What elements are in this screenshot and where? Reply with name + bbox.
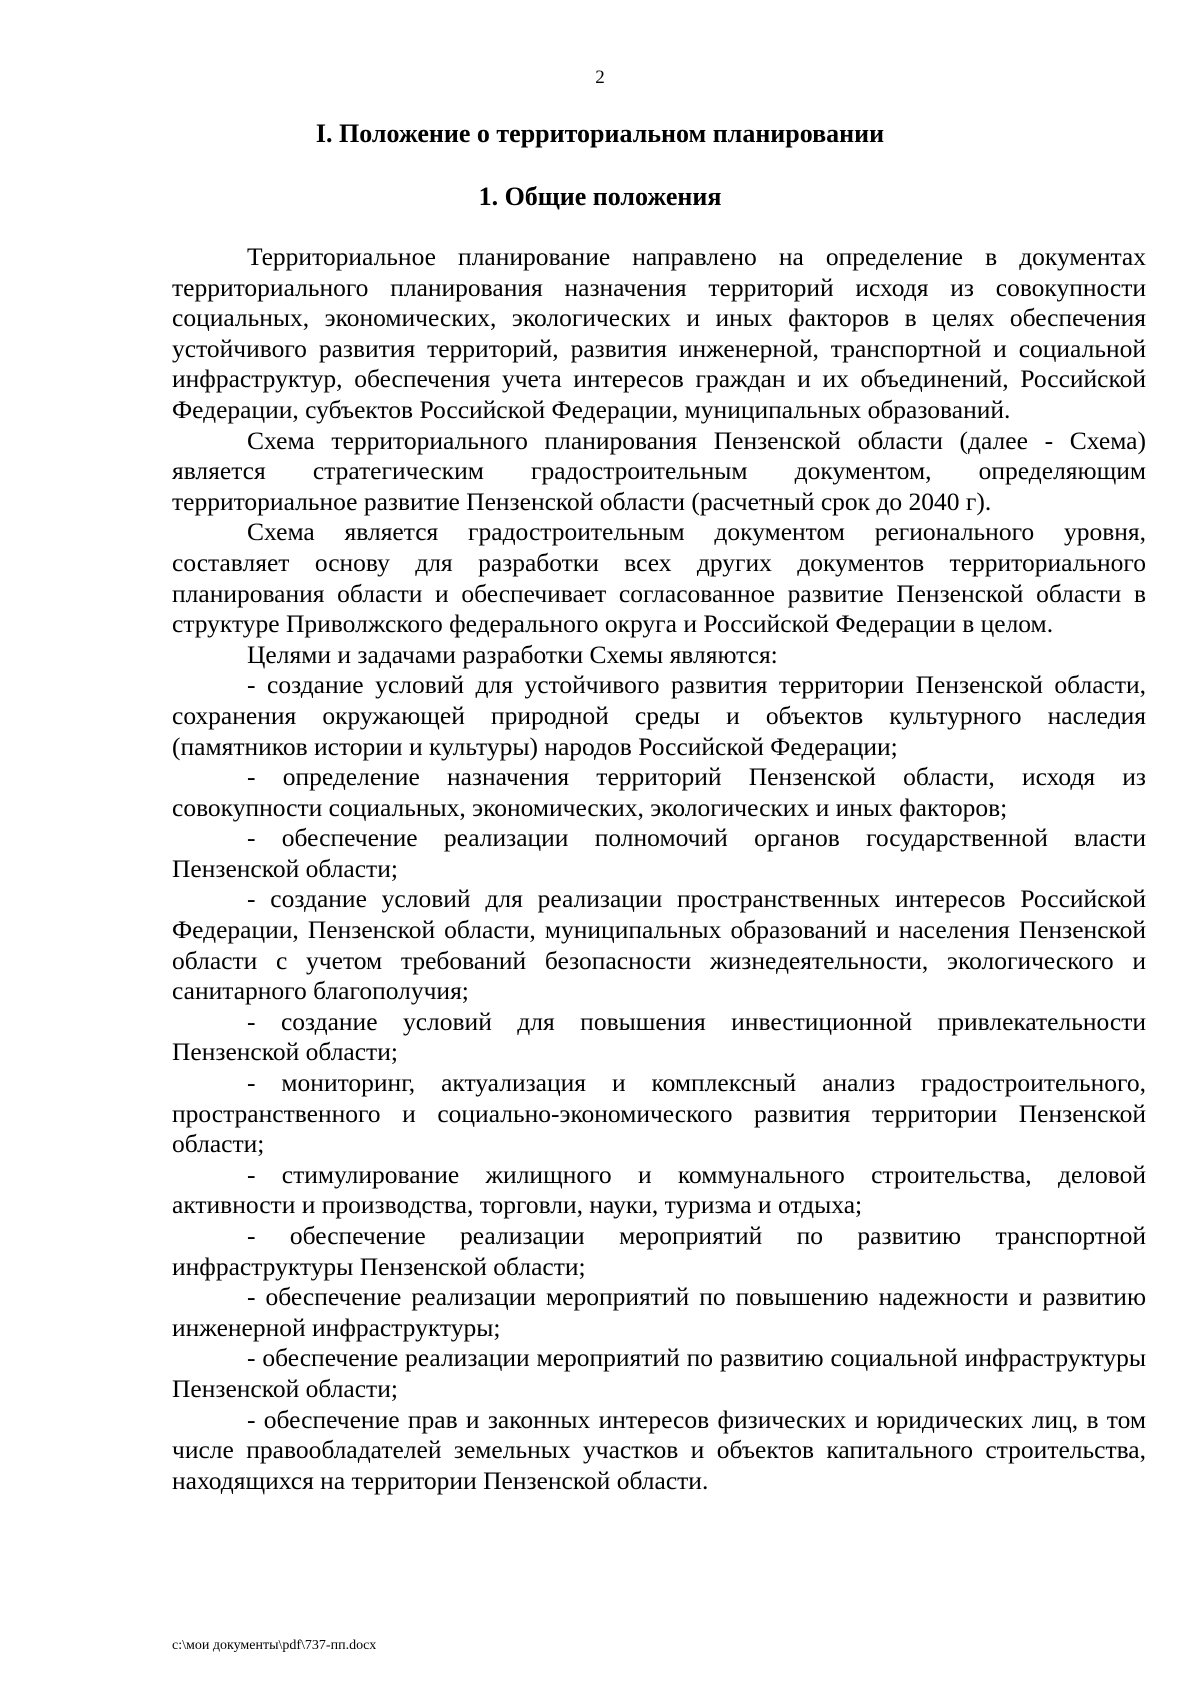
list-item: - создание условий для устойчивого развития территории Пензенской области, сохранения окружающей природной среды и объектов культурного наследия (памятников истории и культуры) народов Российской Федерации; — [172, 670, 1146, 761]
paragraph-scheme-definition: Схема территориального планирования Пензенской области (далее - Схема) является стратегическим градостроительным документом, определяющим территориальное развитие Пензенской области (расчетный срок до 2040 г). — [172, 425, 1146, 516]
paragraph-goals-heading: Целями и задачами разработки Схемы являются: — [247, 639, 778, 669]
paragraph-scheme-role: Схема является градостроительным документом регионального уровня, составляет основу для разработки всех других документов территориального планирования области и обеспечивает согласованное развитие Пензенской области в структуре Приволжского федерального округа и Российской Федерации в целом. — [172, 517, 1146, 639]
list-item: - обеспечение реализации мероприятий по развитию транспортной инфраструктуры Пензенской области; — [172, 1221, 1146, 1281]
subsection-title: 1. Общие положения — [478, 182, 722, 211]
paragraph-intro: Территориальное планирование направлено на определение в документах территориального планирования назначения территорий исходя из совокупности социальных, экономических, экологических и иных факторов в целях обеспечения устойчивого развития территорий, развития инженерной, транспортной и социальной инфраструктур, обеспечения учета интересов граждан и их объединений, Российской Федерации, субъектов Российской Федерации, муниципальных образований. — [172, 242, 1146, 424]
list-item: - создание условий для повышения инвестиционной привлекательности Пензенской области; — [172, 1006, 1146, 1067]
section-title: I. Положение о территориальном планировании — [315, 119, 885, 148]
body-text — [172, 242, 1146, 1496]
list-item: - обеспечение реализации мероприятий по повышению надежности и развитию инженерной инфраструктуры; — [172, 1282, 1146, 1342]
list-item: - стимулирование жилищного и коммунального строительства, деловой активности и производства, торговли, науки, туризма и отдыха; — [172, 1159, 1146, 1220]
list-item: - обеспечение реализации полномочий органов государственной власти Пензенской области; — [172, 823, 1146, 883]
footer-file-path: c:\мои документы\pdf\737-пп.docx — [172, 1638, 377, 1653]
page-number: 2 — [595, 67, 605, 88]
list-item: - обеспечение прав и законных интересов физических и юридических лиц, в том числе правообладателей земельных участков и объектов капитального строительства, находящихся на территории Пензенской области. — [172, 1404, 1146, 1495]
list-item: - мониторинг, актуализация и комплексный анализ градостроительного, пространственного и социально-экономического развития территории Пензенской области; — [172, 1068, 1146, 1159]
list-item: - определение назначения территорий Пензенской области, исходя из совокупности социальных, экономических, экологических и иных факторов; — [172, 762, 1146, 822]
list-item: - создание условий для реализации пространственных интересов Российской Федерации, Пензенской области, муниципальных образований и населения Пензенской области с учетом требований безопасности жизнедеятельности, экологического и санитарного благополучия; — [172, 884, 1146, 1006]
list-item: - обеспечение реализации мероприятий по развитию социальной инфраструктуры Пензенской области; — [172, 1343, 1146, 1403]
